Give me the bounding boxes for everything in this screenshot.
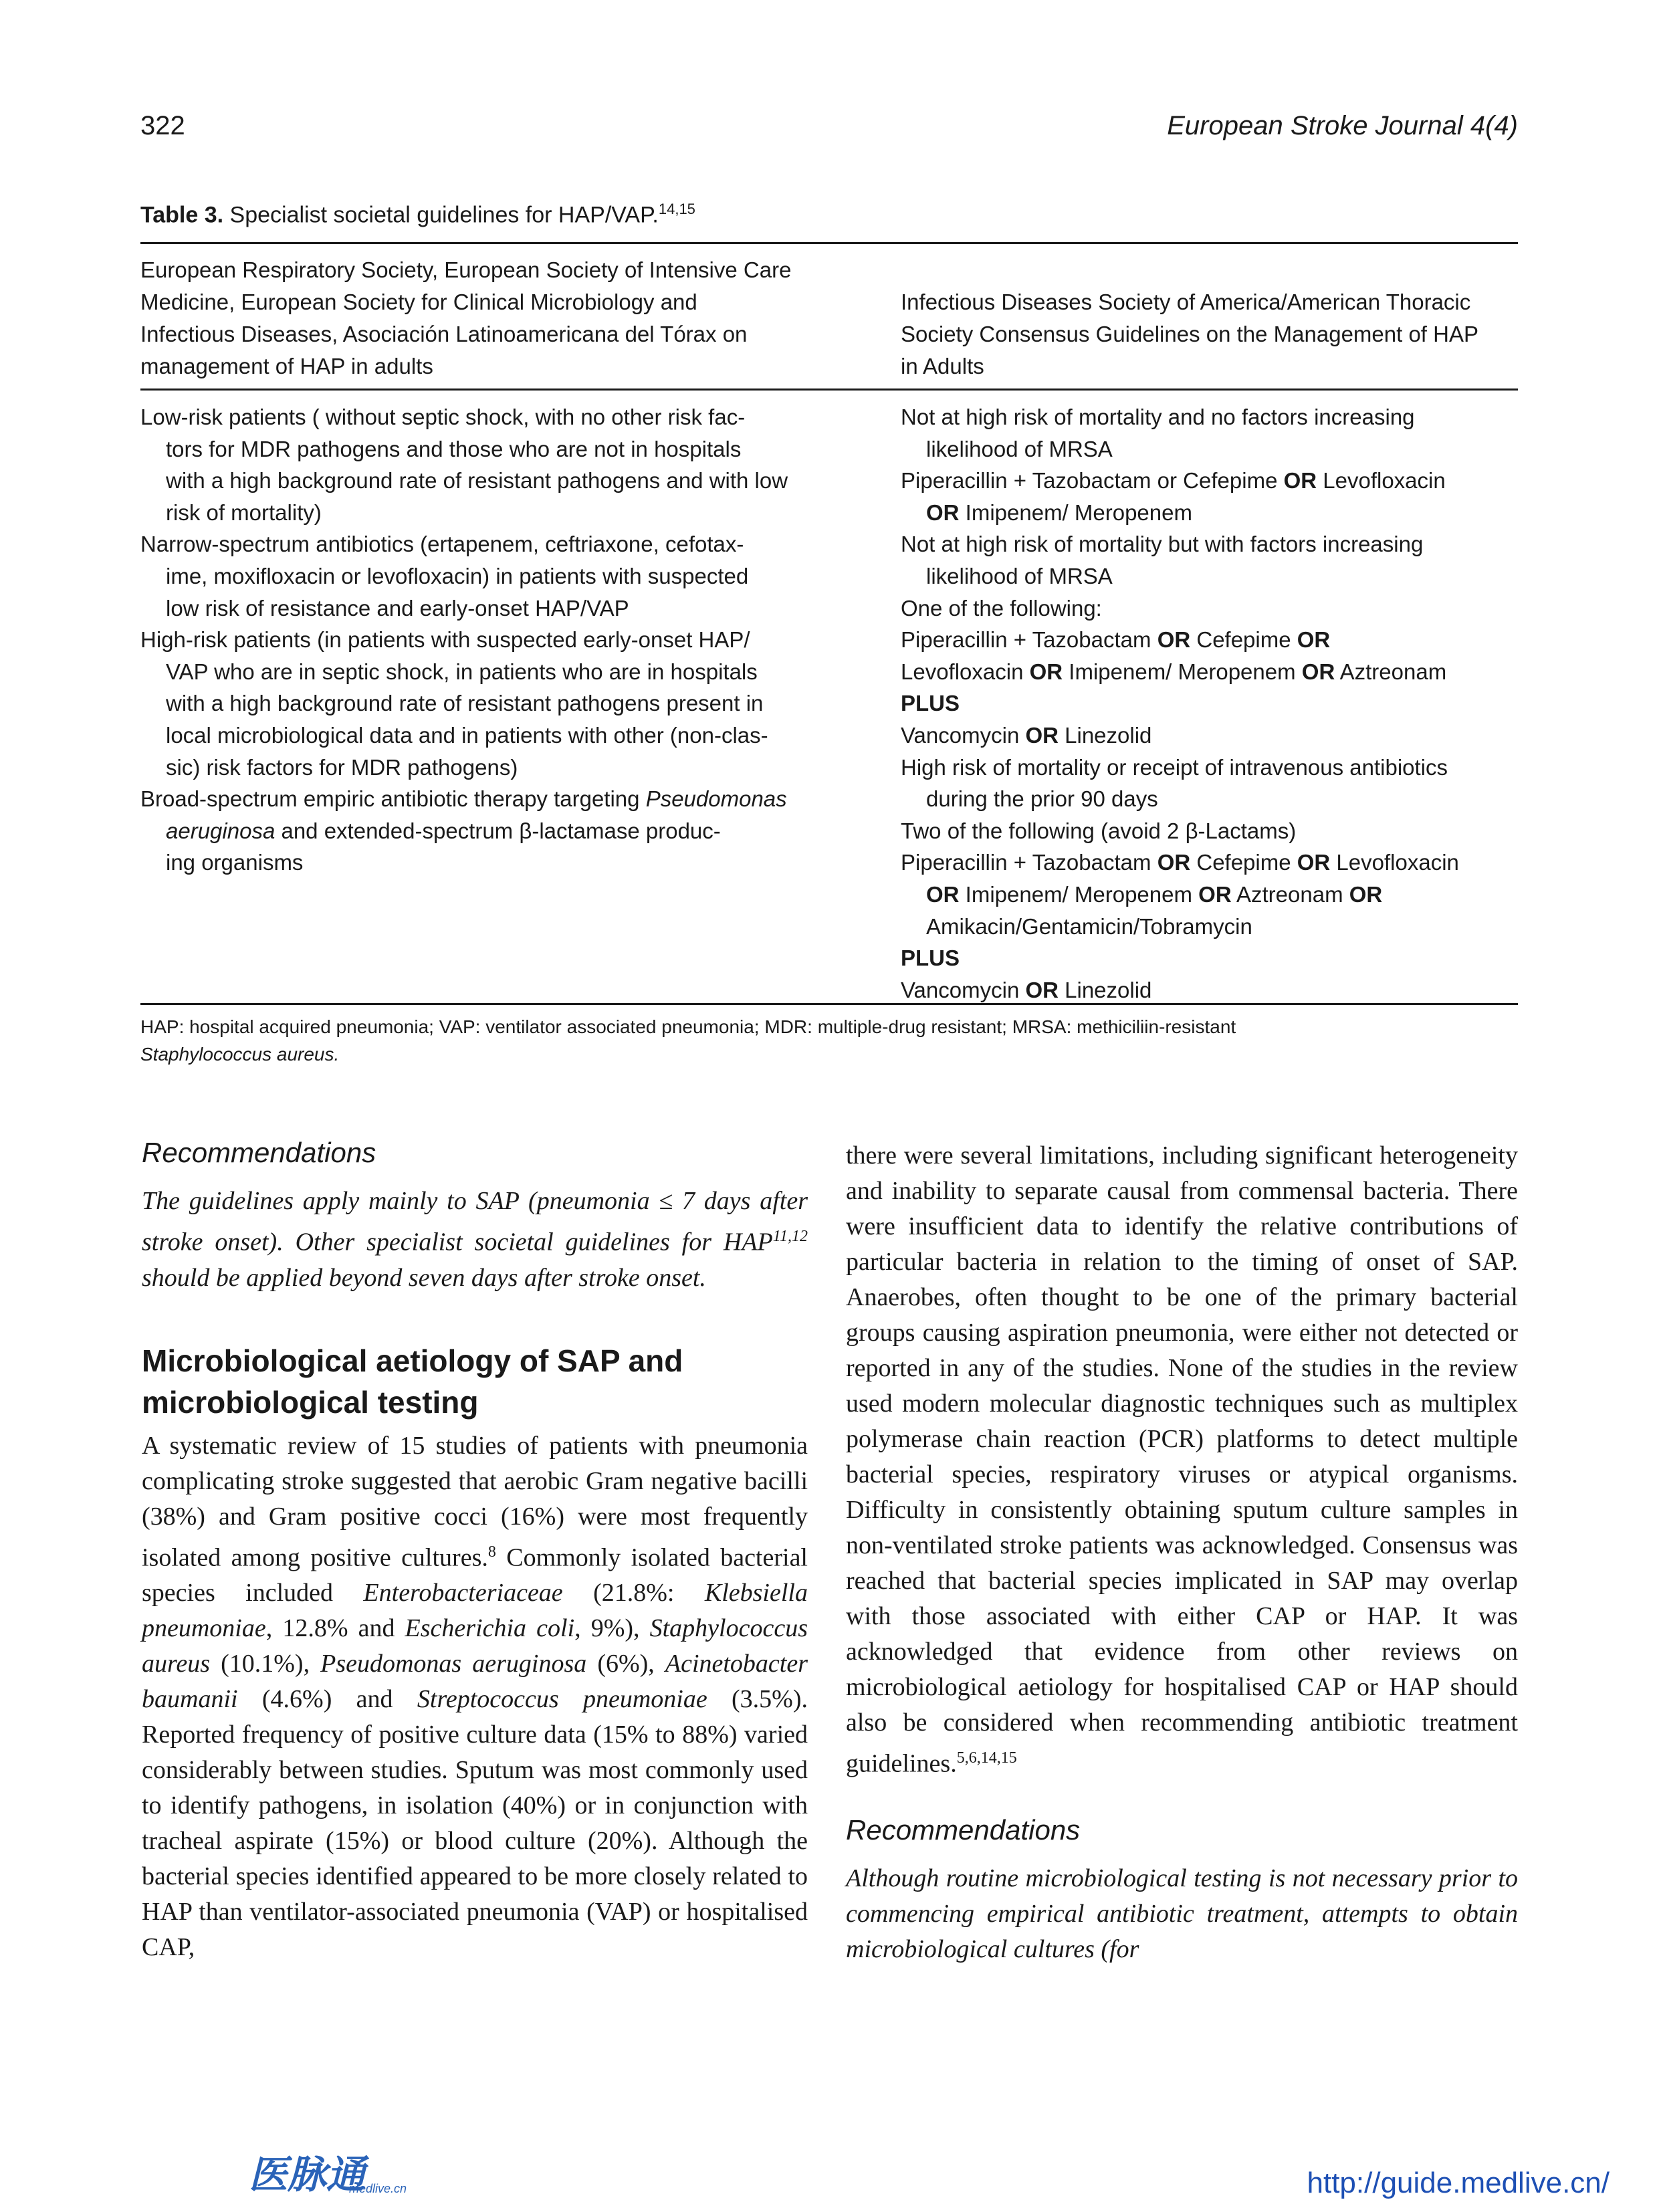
species-enterobacteriaceae: Enterobacteriaceae: [363, 1579, 563, 1608]
table-top-rule: [140, 242, 1518, 244]
body-text-right: there were several limitations, including significant heterogeneity and inability to separate causal from commensal bacteria. There were insufficient data to identify the relative contributions of particular bacteria in relation to the timing of onset of SAP. Anaerobes, often thought to be one of the primary bacterial groups causing aspiration pneumonia, were either not detected or reported in any of the studies. None of the studies in the review used modern molecular diagnostic techniques such as multiplex polymerase chain reaction (PCR) platforms to detect multiple bacterial species, respiratory viruses or atypical organisms. Difficulty in consistently obtaining sputum culture samples in non-ventilated stroke patients was acknowledged. Consensus was reached that bacterial species implicated in SAP may overlap with those associated with either CAP or HAP. It was acknowledged that evidence from other reviews on microbiological aetiology for hospitalised CAP or HAP should also be considered when recommending antibiotic treatment guidelines.: [846, 1141, 1518, 1778]
table-row-line: Piperacillin + Tazobactam OR Cefepime OR: [901, 627, 1331, 653]
table-header-line: management of HAP in adults: [140, 354, 433, 378]
table-header-line: Infectious Diseases, Asociación Latinoamericana del Tórax on: [140, 322, 748, 346]
table-row-line: Amikacin/Gentamicin/Tobramycin: [926, 913, 1252, 939]
table-header-rule: [140, 389, 1518, 391]
table-row-line: risk of mortality): [166, 500, 322, 525]
body-text-7: (6%),: [586, 1650, 665, 1678]
rec-text-a: The guidelines apply mainly to SAP (pneumonia ≤ 7 days after stroke onset). Other specialist societal guidelines for HAP: [142, 1187, 808, 1256]
table-row-line: aeruginosa and extended-spectrum β-lactamase produc-: [166, 818, 721, 843]
table-row-line: High-risk patients (in patients with suspected early-onset HAP/: [140, 627, 750, 653]
table-row-line: High risk of mortality or receipt of intravenous antibiotics: [901, 754, 1448, 780]
table-row-line: Low-risk patients ( without septic shock, with no other risk fac-: [140, 405, 746, 429]
table-column-erc: [140, 401, 788, 879]
running-head: [140, 111, 1518, 151]
table-row-line: Not at high risk of mortality but with factors increasing: [901, 532, 1424, 557]
table-footnote-line2: Staphylococcus aureus.: [140, 1044, 340, 1065]
table-label: Table 3.: [140, 202, 224, 228]
table-footnote: [140, 1013, 1236, 1068]
table-caption: [140, 201, 695, 228]
table-row-line: sic) risk factors for MDR pathogens): [166, 754, 518, 780]
table-row-line: with a high background rate of resistant pathogens present in: [166, 691, 764, 716]
table-row-line: tors for MDR pathogens and those who are not in hospitals: [166, 436, 742, 461]
logo-text: 医脉通: [249, 2152, 366, 2197]
table-row-line: Vancomycin OR Linezolid: [901, 722, 1152, 748]
table-row-line: VAP who are in septic shock, in patients who are in hospitals: [166, 659, 758, 684]
table-row-line: Broad-spectrum empiric antibiotic therapy targeting Pseudomonas: [140, 786, 787, 812]
table-header-line: Infectious Diseases Society of America/American Thoracic: [901, 290, 1471, 314]
right-column: [846, 1138, 1518, 1967]
table-row-line: with a high background rate of resistant pathogens and with low: [166, 468, 788, 493]
table-row-line: Two of the following (avoid 2 β-Lactams): [901, 818, 1297, 843]
body-text-2: Commonly isolated bacterial species included: [142, 1543, 808, 1608]
rec-refs: 11,12: [772, 1228, 808, 1245]
page-number: 322: [140, 111, 185, 140]
table-row-line: local microbiological data and in patients with other (non-clas-: [166, 722, 768, 748]
table-row-line: during the prior 90 days: [926, 786, 1158, 812]
body-text-3: (21.8%:: [562, 1579, 705, 1608]
species-streptococcus: Streptococcus pneumoniae: [417, 1685, 707, 1714]
table-row-line: Piperacillin + Tazobactam OR Cefepime OR Levofloxacin: [901, 850, 1459, 875]
table-row-line: ing organisms: [166, 850, 304, 875]
body-paragraph-left: [142, 1428, 808, 1966]
table-header-line: in Adults: [901, 354, 984, 378]
table-row-line: OR Imipenem/ Meropenem: [926, 500, 1192, 525]
recommendations-heading-right: Recommendations: [846, 1813, 1081, 1846]
table-row-line: OR Imipenem/ Meropenem OR Aztreonam OR: [926, 881, 1383, 907]
recommendations-heading-left: Recommendations: [142, 1137, 376, 1168]
body-text-5: , 9%),: [574, 1614, 650, 1643]
journal-title: European Stroke Journal 4(4): [1167, 111, 1518, 140]
body-text-8: (4.6%) and: [237, 1685, 417, 1714]
species-staphylococcus: Staphylococcus aureus: [142, 1614, 808, 1678]
table-row-line: low risk of resistance and early-onset HAP/VAP: [166, 595, 629, 621]
section-heading: Microbiological aetiology of SAP and microbiological testing: [142, 1343, 683, 1420]
table-bottom-rule: [140, 1003, 1518, 1005]
table-header-col1: [140, 254, 791, 382]
table-row-line: PLUS: [901, 946, 960, 971]
body-text-6: (10.1%),: [210, 1650, 321, 1678]
table-header-line: Society Consensus Guidelines on the Management of HAP: [901, 322, 1478, 346]
medlive-logo: [249, 2143, 423, 2197]
species-ecoli: Escherichia coli: [405, 1614, 575, 1643]
body-ref-1: 8: [487, 1543, 496, 1561]
recommendation-text-right: Although routine microbiological testing is not necessary prior to commencing empirical antibiotic treatment, attempts to obtain microbiological cultures (for: [846, 1864, 1518, 1963]
table-caption-text: Specialist societal guidelines for HAP/VAP.: [229, 202, 659, 228]
table-row-line: ime, moxifloxacin or levofloxacin) in patients with suspected: [166, 563, 749, 588]
body-paragraph-right: [846, 1138, 1518, 1782]
table-row-line: Narrow-spectrum antibiotics (ertapenem, ceftriaxone, cefotax-: [140, 532, 744, 557]
species-pseudomonas: Pseudomonas aeruginosa: [320, 1650, 587, 1678]
recommendation-text-left: [142, 1184, 808, 1296]
table-header-line: Medicine, European Society for Clinical Microbiology and: [140, 290, 697, 314]
body-text-4: , 12.8% and: [265, 1614, 405, 1643]
table-footnote-line1: HAP: hospital acquired pneumonia; VAP: ventilator associated pneumonia; MDR: multiple-drug resistant; MRSA: methiciliin-resistant: [140, 1016, 1236, 1037]
table-row-line: likelihood of MRSA: [926, 563, 1113, 588]
table-column-idsa: [901, 401, 1459, 1006]
body-text-1: A systematic review of 15 studies of patients with pneumonia complicating stroke suggested that aerobic Gram negative bacilli (38%) and Gram positive cocci (16%) were most frequently isolated among positive cultures.: [142, 1431, 808, 1572]
table-row-line: likelihood of MRSA: [926, 436, 1113, 461]
table-row-line: PLUS: [901, 691, 960, 716]
body-text-9: (3.5%). Reported frequency of positive culture data (15% to 88%) varied considerably between studies. Sputum was most commonly used to identify pathogens, in isolation (40%) or in conjunction with tracheal aspirate (15%) or blood culture (20%). Although the bacterial species identified appeared to be more closely related to HAP than ventilator-associated pneumonia (VAP) or hospitalised CAP,: [142, 1685, 808, 1962]
table-row-line: One of the following:: [901, 595, 1102, 621]
species-klebsiella: Klebsiella pneumoniae: [142, 1579, 808, 1643]
table-header-col2: [901, 286, 1478, 382]
footer-url[interactable]: http://guide.medlive.cn/: [1307, 2167, 1610, 2199]
left-column: [142, 1137, 808, 1965]
table-row-line: Not at high risk of mortality and no factors increasing: [901, 405, 1415, 429]
table-row-line: Piperacillin + Tazobactam or Cefepime OR Levofloxacin: [901, 468, 1446, 493]
body-refs-right: 5,6,14,15: [956, 1749, 1017, 1767]
table-header-line: European Respiratory Society, European Society of Intensive Care: [140, 257, 792, 282]
table-row-line: Levofloxacin OR Imipenem/ Meropenem OR Aztreonam: [901, 659, 1447, 684]
species-acinetobacter: Acinetobacter baumanii: [142, 1650, 808, 1714]
logo-subtext: medlive.cn: [349, 2182, 407, 2195]
rec-text-b: should be applied beyond seven days after stroke onset.: [142, 1263, 706, 1292]
table-caption-refs: 14,15: [658, 201, 695, 217]
table-row-line: Vancomycin OR Linezolid: [901, 977, 1152, 1002]
